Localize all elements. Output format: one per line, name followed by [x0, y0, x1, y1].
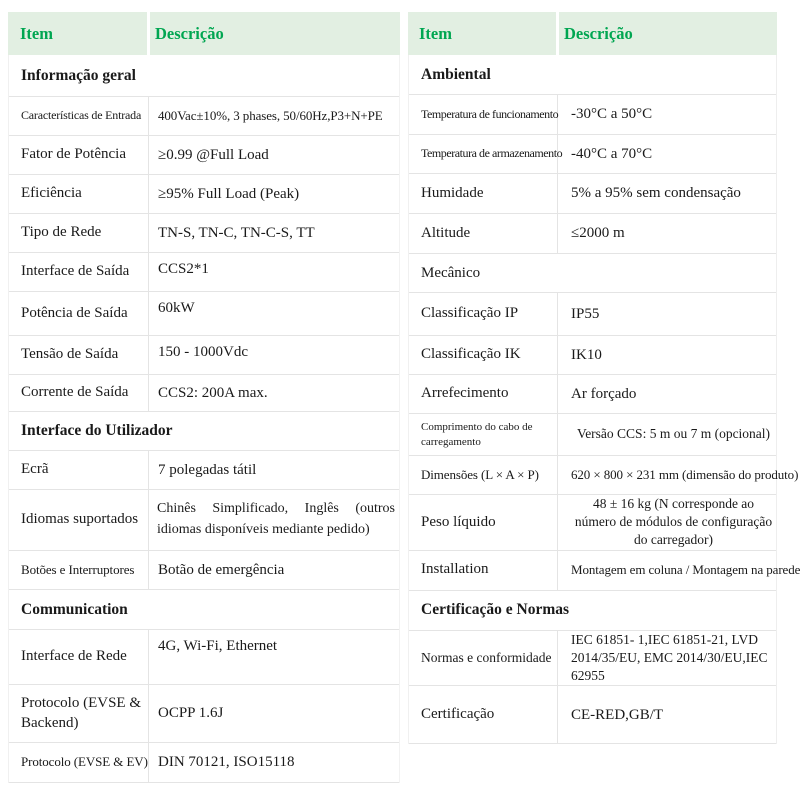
table-rows [408, 55, 800, 744]
table-row [409, 631, 776, 687]
desc-cell: 150 - 1000Vdc [158, 344, 248, 360]
spec-table-left [8, 12, 400, 783]
table-row [9, 451, 399, 490]
item-cell: Protocolo (EVSE & EV) [9, 743, 149, 782]
desc-cell: IEC 61851- 1,IEC 61851-21, LVD 2014/35/EU, EMC 2014/30/EU,IEC 62955 [571, 631, 768, 684]
table-row [9, 685, 399, 743]
desc-cell: -30°C a 50°C [571, 106, 653, 123]
desc-cell: 48 ± 16 kg (N corresponde ao número de módulos de configuração do carregador) [574, 496, 773, 548]
table-row [9, 630, 399, 685]
item-cell: Certificação [409, 686, 558, 743]
item-cell: Fator de Potência [9, 136, 149, 174]
item-cell: Botões e Interruptores [9, 551, 149, 589]
table-header [8, 12, 400, 55]
desc-cell: 60kW [158, 300, 195, 316]
column-header-desc: Descrição [564, 23, 633, 43]
table-row [409, 293, 776, 336]
desc-cell: Montagem em coluna / Montagem na parede [571, 562, 800, 578]
item-cell: Idiomas suportados [9, 490, 149, 550]
column-header-desc: Descrição [155, 23, 224, 43]
desc-cell: -40°C a 70°C [571, 145, 653, 162]
item-cell: Tipo de Rede [9, 214, 149, 252]
desc-cell: OCPP 1.6J [158, 705, 224, 722]
item-cell: Dimensões (L × A × P) [409, 456, 558, 494]
table-row [9, 136, 399, 175]
column-header-item: Item [20, 23, 53, 43]
table-row [409, 551, 800, 591]
desc-cell: ≤2000 m [571, 225, 625, 242]
table-row [9, 743, 399, 783]
item-cell: Comprimento do cabo de carregamento [409, 414, 558, 455]
desc-cell: Versão CCS: 5 m ou 7 m (opcional) [576, 426, 771, 442]
desc-cell: CCS2*1 [158, 261, 209, 277]
table-row [9, 175, 399, 214]
item-cell: Potência de Saída [9, 292, 149, 335]
item-cell: Classificação IK [409, 336, 558, 374]
desc-cell: Ar forçado [571, 385, 637, 402]
desc-cell: ≥95% Full Load (Peak) [158, 185, 300, 202]
desc-cell: IK10 [571, 346, 602, 363]
table-row [9, 490, 399, 551]
desc-cell: 5% a 95% sem condensação [571, 185, 741, 202]
table-row [409, 456, 799, 495]
desc-cell: TN-S, TN-C, TN-C-S, TT [158, 224, 315, 241]
item-cell: Classificação IP [409, 293, 558, 335]
desc-cell: DIN 70121, ISO15118 [158, 754, 295, 771]
table-row [9, 253, 399, 292]
item-cell: Peso líquido [409, 495, 558, 550]
desc-cell: Chinês Simplificado, Inglês (outros idiomas disponíveis mediante pedido) [157, 501, 395, 537]
item-cell: Temperatura de armazenamento [409, 135, 558, 173]
table-header [408, 12, 777, 55]
table-row [409, 174, 776, 214]
item-cell: Características de Entrada [9, 97, 149, 135]
desc-cell: Botão de emergência [158, 561, 285, 578]
desc-cell: 400Vac±10%, 3 phases, 50/60Hz,P3+N+PE [158, 108, 383, 124]
table-row [9, 375, 399, 412]
column-header-item: Item [419, 23, 452, 43]
table-row [9, 214, 399, 253]
table-row [409, 135, 776, 174]
table-row [409, 375, 776, 414]
item-cell: Arrefecimento [409, 375, 558, 413]
item-cell: Normas e conformidade [409, 631, 558, 686]
section-row: Interface do Utilizador [9, 412, 399, 451]
item-cell: Humidade [409, 174, 558, 213]
item-cell: Ecrã [9, 451, 149, 489]
desc-cell: 4G, Wi-Fi, Ethernet [158, 638, 278, 654]
table-row [9, 97, 399, 136]
table-row [9, 551, 399, 590]
item-cell: Installation [409, 551, 558, 590]
table-row [409, 686, 776, 744]
table-row [9, 336, 399, 375]
item-cell: Temperatura de funcionamento [409, 95, 558, 134]
item-cell: Protocolo (EVSE & Backend) [9, 685, 149, 742]
table-row [9, 292, 399, 336]
item-cell: Interface de Saída [9, 253, 149, 291]
table-row [409, 95, 776, 135]
section-row: Certificação e Normas [409, 591, 776, 631]
spec-table-right [408, 12, 800, 744]
item-cell: Tensão de Saída [9, 336, 149, 374]
desc-cell: 620 × 800 × 231 mm (dimensão do produto) [571, 467, 799, 483]
desc-cell: 7 polegadas tátil [158, 461, 257, 478]
section-row: Ambiental [409, 55, 776, 95]
desc-cell: CCS2: 200A max. [158, 384, 268, 401]
table-row [409, 495, 776, 551]
desc-cell: ≥0.99 @Full Load [158, 146, 269, 163]
table-rows [8, 55, 400, 783]
table-row [409, 336, 776, 375]
table-row [409, 214, 776, 254]
item-cell: Interface de Rede [9, 630, 149, 684]
desc-cell: CE-RED,GB/T [571, 706, 664, 723]
item-cell: Corrente de Saída [9, 375, 149, 411]
spec-tables [0, 12, 800, 783]
section-row: Communication [9, 590, 399, 630]
section-row: Informação geral [9, 55, 399, 97]
item-cell: Altitude [409, 214, 558, 253]
section-row: Mecânico [409, 254, 776, 293]
desc-cell: IP55 [571, 305, 600, 322]
table-row [409, 414, 776, 456]
item-cell: Eficiência [9, 175, 149, 213]
